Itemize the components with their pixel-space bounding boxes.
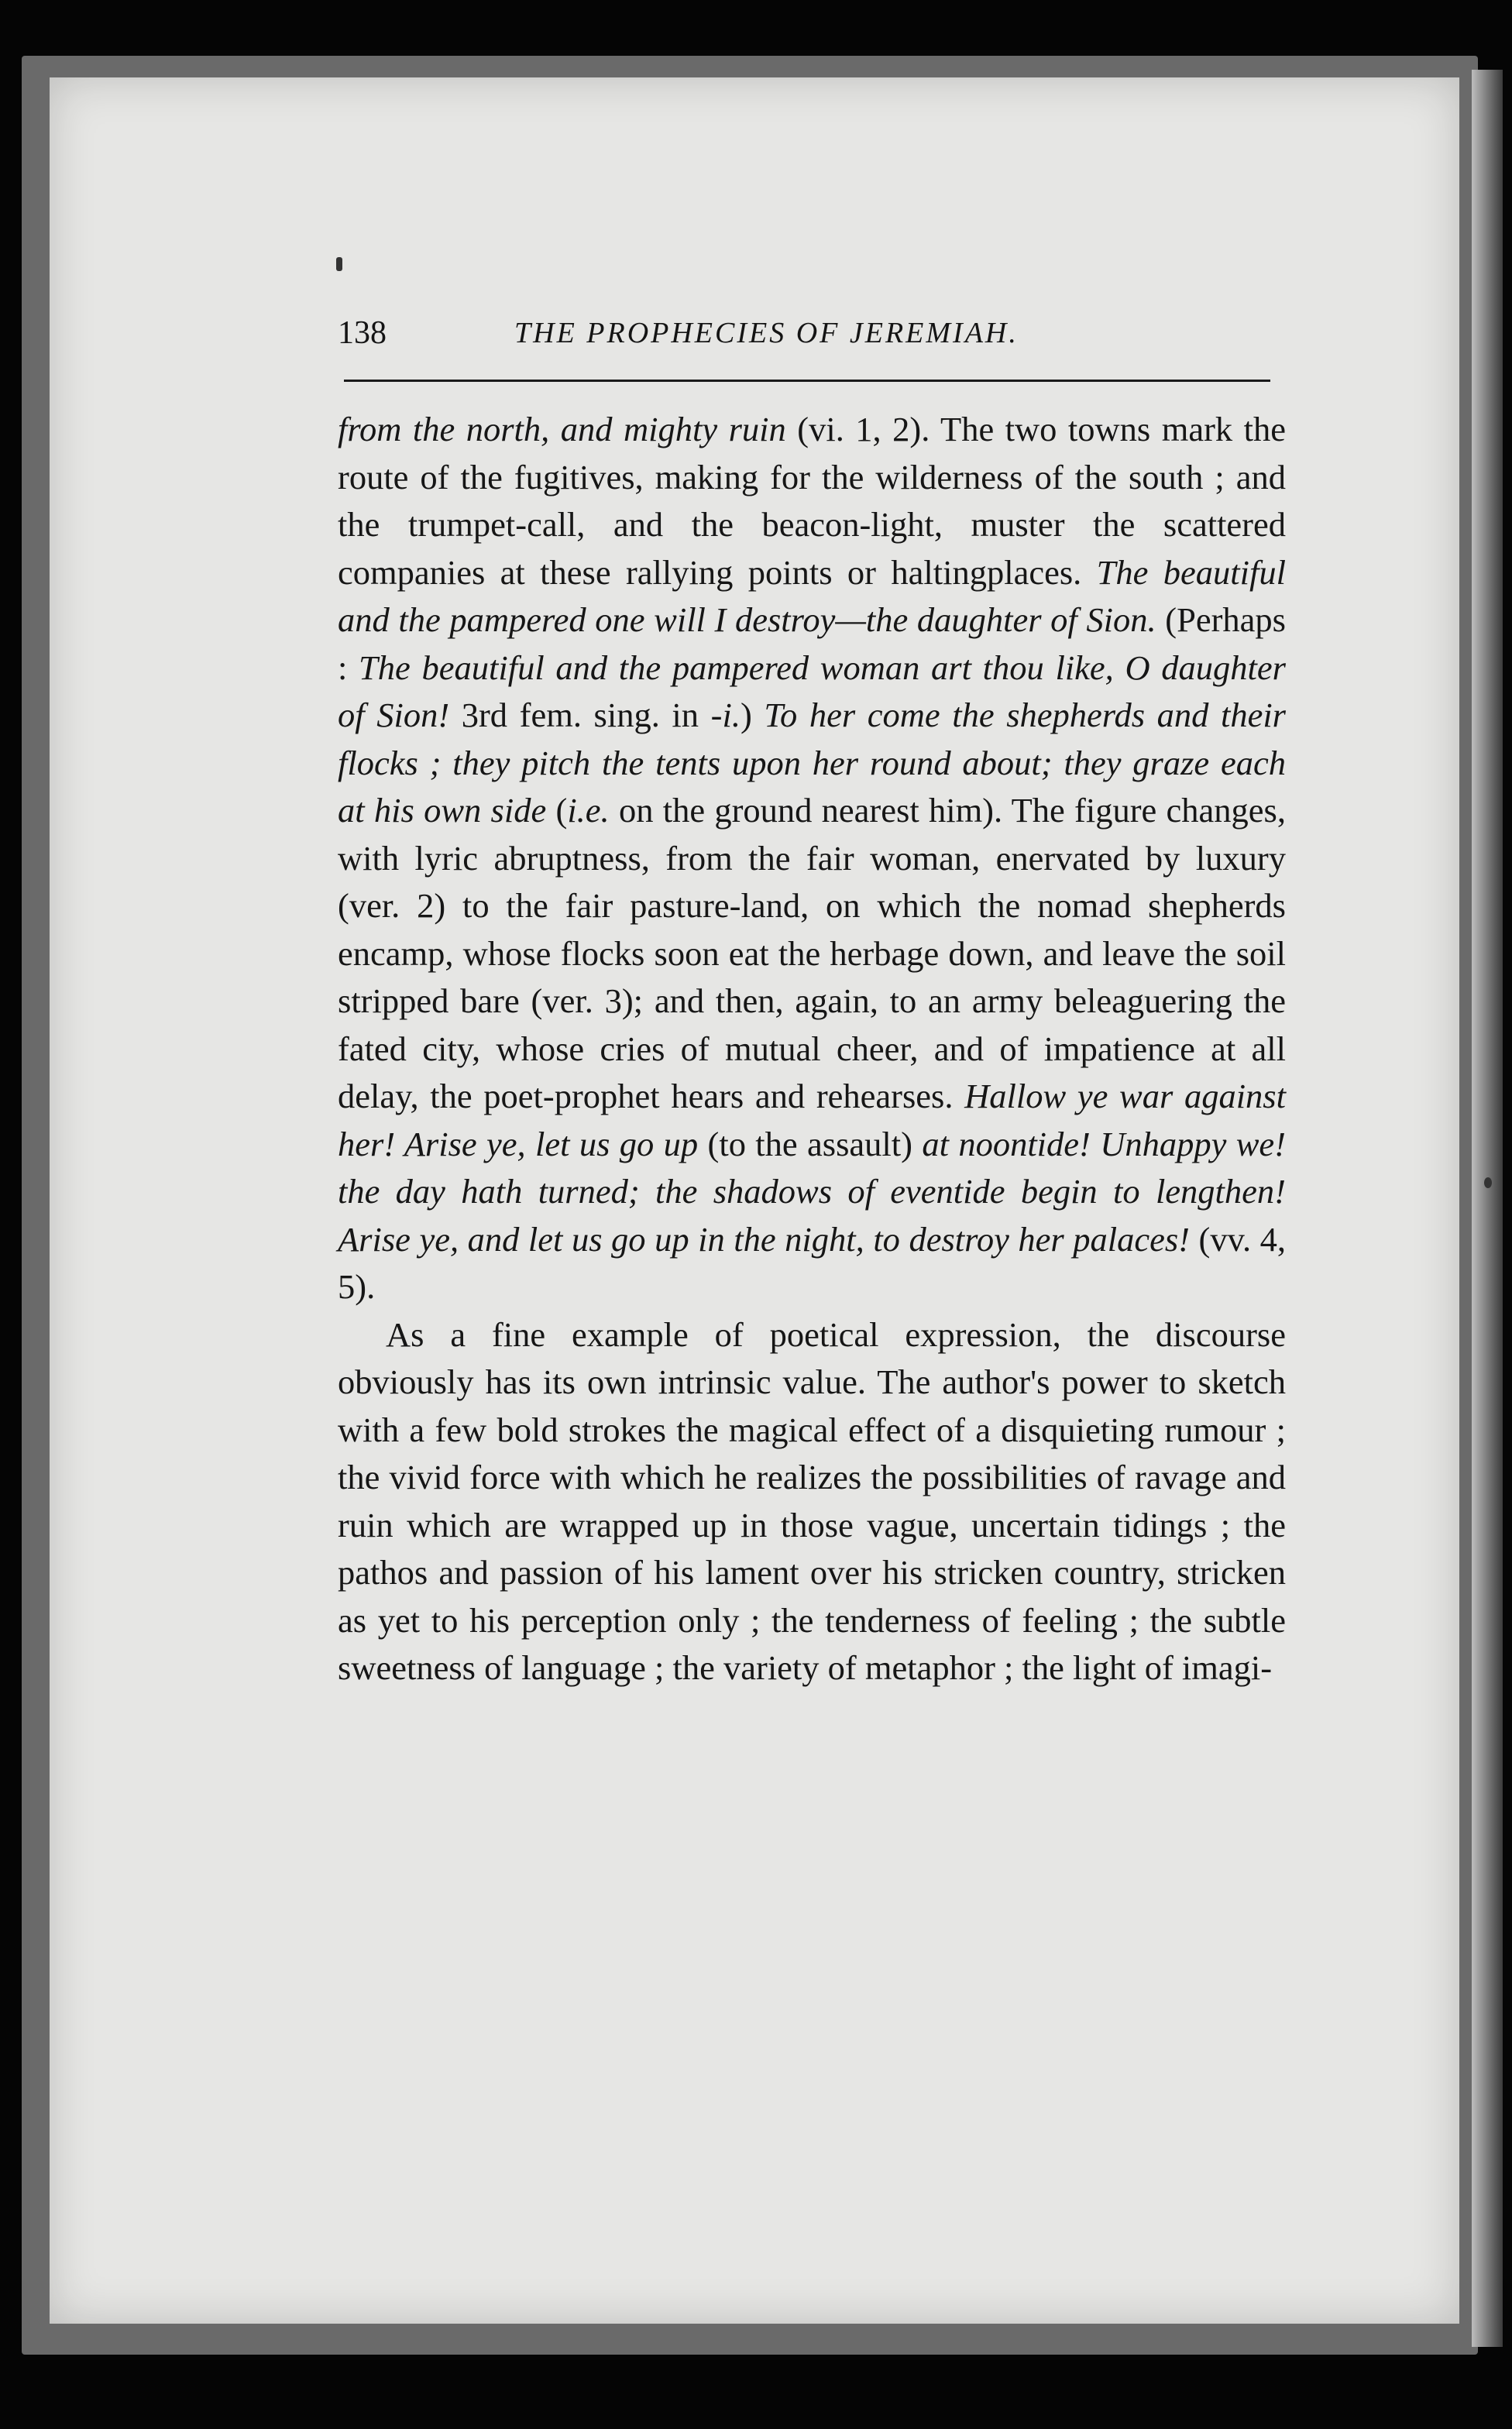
italic-quote: i.e. (567, 791, 610, 830)
ink-speck (336, 257, 342, 271)
running-head: THE PROPHECIES OF JEREMIAH. (514, 317, 1019, 349)
text-span: 3rd fem. sing. in (449, 696, 711, 734)
text-span: ( (546, 791, 568, 830)
ink-speck (1484, 1177, 1492, 1188)
italic-quote: To her come the shepherds and their flocks ; they pitch the tents upon her round about; they graze each at his own side (338, 696, 1286, 830)
body-text (338, 406, 1286, 1692)
text-span: (Perhaps : (338, 600, 1286, 687)
italic-quote: The beautiful and the pampered one will I destroy—the daughter of Sion. (338, 552, 1286, 639)
text-span: (to the assault) (698, 1124, 923, 1163)
italic-quote: at noontide! Unhappy we! the day hath turned; the shadows of eventide begin to lengthen! Arise ye, and let us go up in the night, to destroy her palaces! (338, 1124, 1286, 1259)
text-span: (vv. 4, 5). (338, 1219, 1286, 1306)
italic-quote: Hallow ye war against her! Arise ye, let us go up (338, 1077, 1286, 1163)
text-span: ) (740, 696, 765, 734)
page-binding-edge (1472, 70, 1503, 2347)
header-rule (344, 380, 1270, 382)
text-span: on the ground nearest him). The figure changes, with lyric abruptness, from the fair woman, enervated by luxury (ver. 2) to the fair pasture-land, on which the nomad shepherds encamp, whose flocks soon eat the herbage down, and leave the soil stripped bare (ver. 3); and then, again, to an army beleaguering the fated city, whose cries of mutual cheer, and of impatience at all delay, the poet-prophet hears and rehearses. (338, 791, 1286, 1115)
page-header (338, 314, 1275, 361)
paragraph-1 (338, 406, 1286, 1311)
italic-quote: -i. (710, 696, 741, 734)
text-span: (vi. 1, 2). The two towns mark the route of the fugitives, making for the wilderness of the south ; and the trumpet-call, and the beacon-light, muster the scattered companies at these rallying points or haltingplaces. (338, 410, 1286, 592)
page-number: 138 (338, 315, 387, 351)
paragraph-2: As a fine example of poetical expression, the discourse obviously has its own intrinsic value. The author's power to sketch with a few bold strokes the magical effect of a disquieting rumour ; the vivid force with which he realizes the possibilities of ravage and ruin which are wrapped up in those vague, uncertain tidings ; the pathos and passion of his lament over his stricken country, stricken as yet to his perception only ; the tenderness of feeling ; the subtle sweetness of language ; the variety of metaphor ; the light of imagi- (338, 1314, 1286, 1687)
italic-quote: The beautiful and the pampered woman art thou like, O daughter of Sion! (338, 648, 1286, 734)
italic-quote: from the north, and mighty ruin (338, 410, 786, 448)
